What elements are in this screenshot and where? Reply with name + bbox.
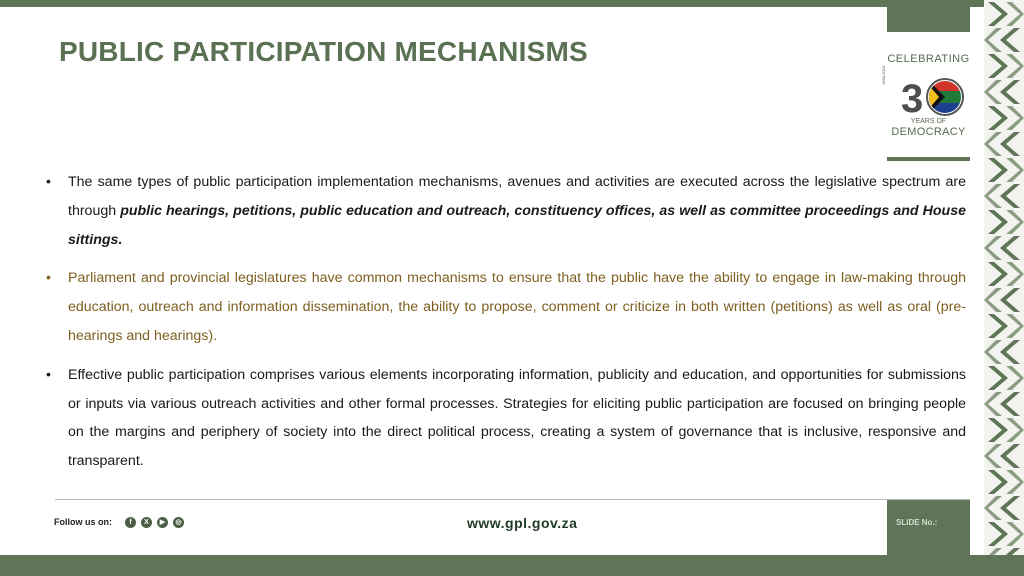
bullet-marker: • [46, 270, 51, 287]
slide-number-box [887, 500, 970, 555]
bullet-item [44, 361, 966, 476]
logo-years-range: 1994-2024 [881, 65, 886, 85]
bullet-text: Effective public participation comprises various elements incorporating information, publicity and education, and opportunities for submissions or inputs via various outreach activities and other formal processes. Strategies for eliciting public participation are focused on bringing people on the margins and periphery of society into the direct political process, creating a system of governance that is inclusive, responsive and transparent. [68, 366, 966, 470]
bottom-band [0, 555, 1024, 576]
logo-celebrating-text: CELEBRATING [887, 53, 970, 65]
follow-us-label: Follow us on: [54, 517, 112, 527]
bullet-marker: • [46, 174, 51, 190]
logo-bottom-bar [887, 157, 970, 161]
decorative-pattern-strip [984, 0, 1024, 576]
logo-three-glyph: 3 [901, 77, 924, 121]
page-title: PUBLIC PARTICIPATION MECHANISMS [59, 36, 588, 67]
logo-years-of-text: YEARS OF [910, 118, 947, 125]
bullet-item-highlight [44, 264, 966, 350]
slide-number-label: SLIDE No.: [896, 518, 938, 527]
pattern-graphic [984, 0, 1024, 576]
bullet-item [44, 168, 966, 254]
instagram-icon[interactable]: ◎ [173, 517, 184, 528]
x-icon[interactable]: X [141, 517, 152, 528]
bullet-text: The same types of public participation implementation mechanisms, avenues and activities are executed across the legislative spectrum are through [68, 174, 966, 219]
logo-democracy-text: DEMOCRACY [891, 126, 966, 138]
footer-divider [55, 499, 970, 500]
logo-30-graphic [881, 65, 970, 121]
facebook-icon[interactable]: f [125, 517, 136, 528]
bullet-emphasis: public hearings, petitions, public education and outreach, constituency offices, as well as committee proceedings and House sittings. [68, 202, 967, 248]
democracy-logo [881, 7, 970, 157]
bullet-marker: • [46, 366, 51, 383]
logo-top-bar [887, 7, 970, 32]
youtube-icon[interactable]: ▶ [157, 517, 168, 528]
top-band [0, 0, 1024, 7]
bullet-list [44, 168, 966, 486]
bullet-text: Parliament and provincial legislatures have common mechanisms to ensure that the public have the ability to engage in law-making through education, outreach and information dissemination, the ability to propose, comment or criticize in both written (petitions) as well as oral (pre-hearings and hearings). [68, 270, 966, 344]
website-link[interactable]: www.gpl.gov.za [467, 515, 578, 531]
